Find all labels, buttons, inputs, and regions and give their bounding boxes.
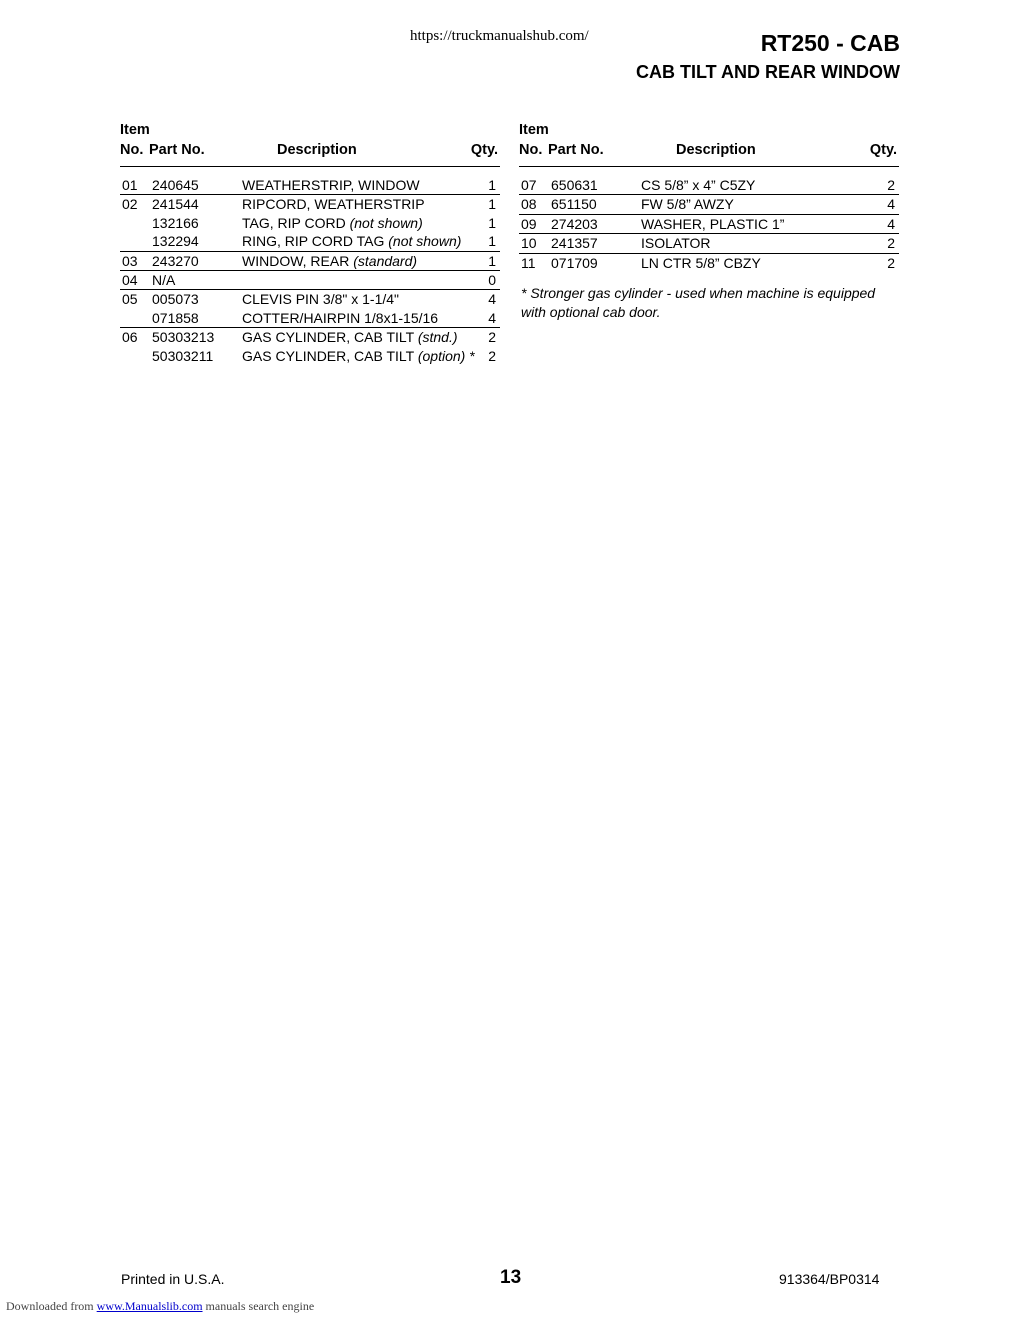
description-text: TAG, RIP CORD — [242, 214, 350, 231]
item-no: 03 — [122, 252, 138, 269]
quantity: 2 — [887, 235, 895, 252]
table-row — [120, 194, 500, 213]
part-no: 650631 — [551, 177, 598, 193]
item-no: 01 — [122, 177, 138, 193]
description-text: ISOLATOR — [641, 235, 711, 252]
table-row — [120, 232, 500, 250]
page-subtitle: CAB TILT AND REAR WINDOW — [636, 62, 900, 82]
description-text: GAS CYLINDER, CAB TILT — [242, 329, 418, 346]
part-no: 241357 — [551, 235, 598, 252]
item-no: 10 — [521, 235, 537, 252]
header-item: Item — [519, 122, 549, 138]
table-row — [120, 251, 500, 270]
quantity: 1 — [488, 177, 496, 193]
quantity: 4 — [488, 309, 496, 326]
item-no: 09 — [521, 215, 537, 232]
part-no: 651150 — [551, 196, 597, 213]
description — [242, 290, 399, 308]
printed-in: Printed in U.S.A. — [121, 1271, 225, 1287]
header-no: No. — [120, 142, 144, 158]
table-row — [120, 270, 500, 289]
description — [641, 254, 761, 272]
parts-table-left — [120, 120, 500, 365]
quantity: 2 — [488, 329, 496, 346]
header-description: Description — [277, 142, 357, 158]
quantity: 2 — [887, 177, 895, 193]
header-no: No. — [519, 142, 543, 158]
table-row — [120, 347, 500, 365]
item-no: 05 — [122, 291, 138, 308]
description-note: (standard) — [353, 252, 418, 269]
source-url: https://truckmanualshub.com/ — [410, 28, 589, 44]
description — [242, 328, 458, 346]
item-no: 02 — [122, 196, 138, 213]
description-note: (not shown) — [388, 233, 462, 250]
header-qty: Qty. — [470, 142, 498, 158]
description-text: RIPCORD, WEATHERSTRIP — [242, 196, 425, 213]
description-note: (stnd.) — [417, 329, 458, 346]
footnote: * Stronger gas cylinder - used when machine is equipped with optional cab door. — [521, 285, 876, 320]
header-qty: Qty. — [869, 142, 897, 158]
download-credit — [6, 1299, 314, 1314]
header-description: Description — [676, 142, 756, 158]
part-no: 243270 — [152, 252, 199, 269]
description — [641, 234, 711, 252]
quantity: 1 — [488, 214, 496, 231]
quantity: 2 — [887, 254, 895, 271]
part-no: 132166 — [152, 214, 199, 231]
description-text: GAS CYLINDER, CAB TILT — [242, 347, 418, 364]
table-row — [519, 233, 899, 252]
table-body — [519, 176, 899, 272]
description-text: LN CTR 5/8” CBZY — [641, 254, 761, 271]
description — [242, 309, 438, 327]
table-row — [120, 214, 500, 232]
quantity: 1 — [488, 252, 496, 269]
item-no: 04 — [122, 271, 138, 288]
item-no: 07 — [521, 177, 537, 193]
part-no: 240645 — [152, 177, 199, 193]
description-note: (option) * — [417, 347, 475, 364]
part-no: N/A — [152, 271, 176, 288]
header-part-no: Part No. — [548, 142, 604, 158]
quantity: 1 — [488, 196, 496, 213]
table-body — [120, 176, 500, 365]
table-row — [519, 176, 899, 194]
part-no: 274203 — [551, 215, 598, 232]
quantity: 1 — [488, 233, 496, 250]
quantity: 4 — [887, 215, 895, 232]
quantity: 2 — [488, 347, 496, 364]
table-header — [519, 120, 899, 167]
description — [242, 195, 425, 213]
page-number: 13 — [500, 1267, 522, 1288]
table-row — [519, 194, 899, 213]
table-row — [120, 289, 500, 308]
item-no: 11 — [521, 254, 536, 271]
download-prefix: Downloaded from — [6, 1299, 97, 1313]
part-no: 50303213 — [152, 329, 215, 346]
description-text: FW 5/8” AWZY — [641, 196, 734, 213]
header-item: Item — [120, 122, 150, 138]
description-note: (not shown) — [349, 214, 423, 231]
header-part-no: Part No. — [149, 142, 205, 158]
description — [641, 215, 784, 233]
description-text: RING, RIP CORD TAG — [242, 233, 389, 250]
table-row — [120, 309, 500, 327]
table-row — [519, 253, 899, 272]
description-text: CLEVIS PIN 3/8" x 1-1/4" — [242, 291, 400, 308]
table-row — [120, 176, 500, 194]
description-text: CS 5/8” x 4” C5ZY — [641, 177, 756, 193]
part-no: 071709 — [551, 254, 598, 271]
download-suffix: manuals search engine — [202, 1299, 315, 1313]
parts-table-right — [519, 120, 899, 272]
part-no: 241544 — [152, 196, 199, 213]
description — [242, 232, 461, 250]
manualslib-link[interactable]: www.Manualslib.com — [96, 1299, 203, 1313]
part-no: 50303211 — [152, 347, 214, 364]
table-row — [519, 214, 899, 233]
description — [641, 176, 755, 194]
description — [242, 347, 475, 365]
description-text: COTTER/HAIRPIN 1/8x1-15/16 — [242, 309, 439, 326]
page-title: RT250 - CAB — [760, 30, 900, 56]
table-header — [120, 120, 500, 167]
table-row — [120, 327, 500, 346]
part-no: 071858 — [152, 309, 199, 326]
part-no: 132294 — [152, 233, 199, 250]
description-text: WINDOW, REAR — [242, 252, 354, 269]
document-number: 913364/BP0314 — [779, 1271, 880, 1287]
quantity: 4 — [488, 291, 496, 308]
part-no: 005073 — [152, 291, 199, 308]
description — [641, 195, 734, 213]
item-no: 08 — [521, 196, 537, 213]
description — [242, 176, 420, 194]
description — [242, 252, 417, 270]
description — [242, 214, 423, 232]
quantity: 0 — [488, 271, 496, 288]
quantity: 4 — [887, 196, 895, 213]
description-text: WASHER, PLASTIC 1” — [641, 215, 785, 232]
description-text: WEATHERSTRIP, WINDOW — [242, 177, 420, 193]
item-no: 06 — [122, 329, 138, 346]
